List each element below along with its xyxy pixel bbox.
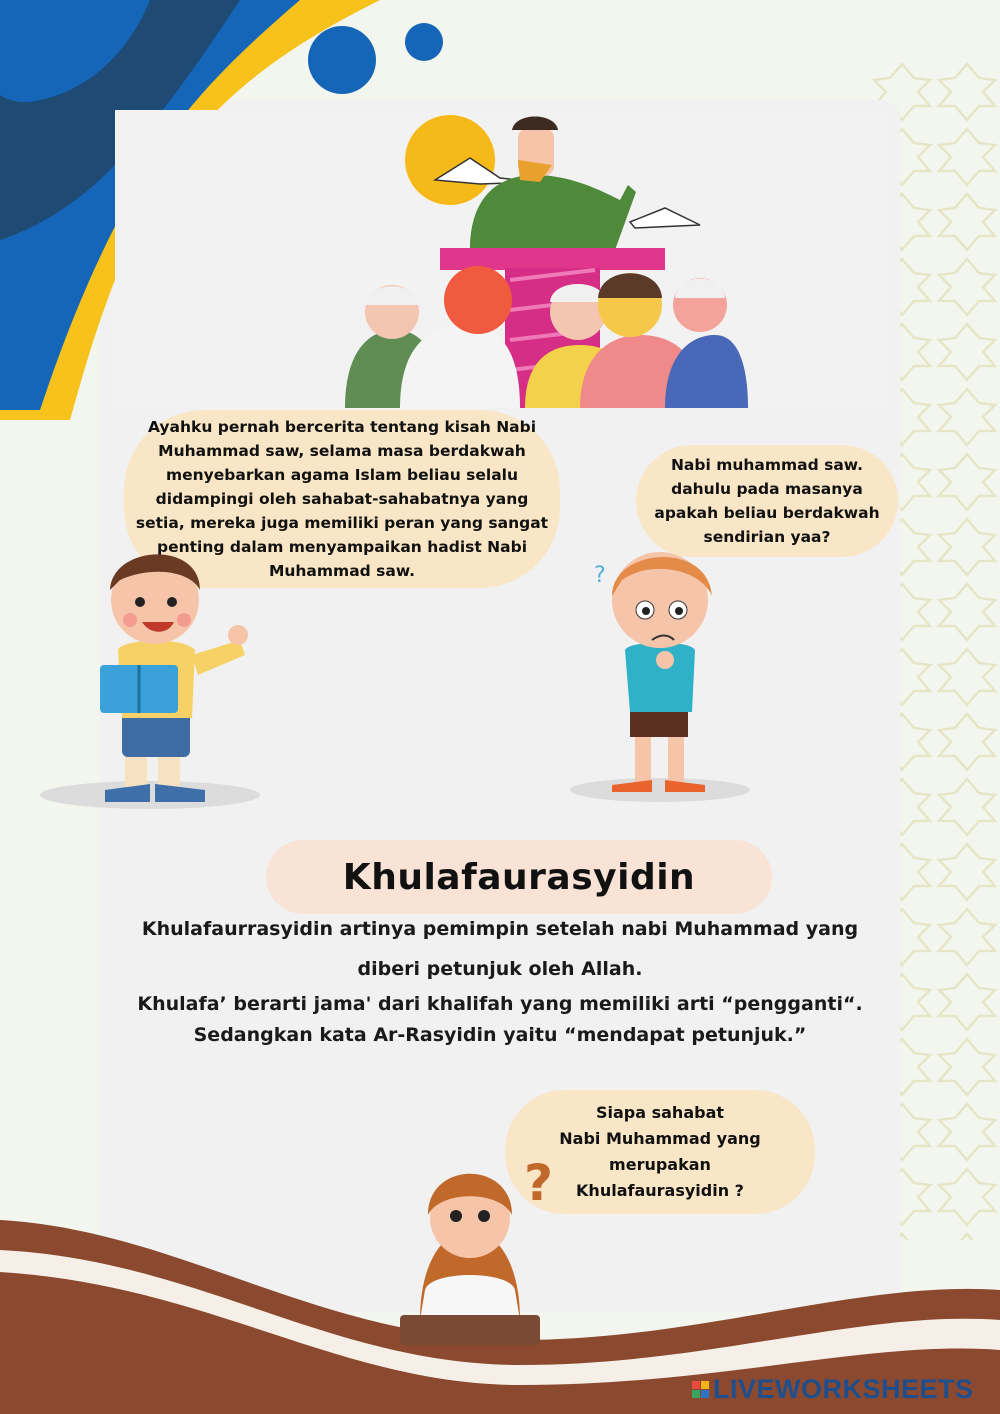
definition-line-3: Khulafa’ berarti jama' dari khalifah yang memiliki arti “pengganti“.: [137, 993, 863, 1015]
brand-logo-icon: [692, 1381, 709, 1398]
definition-line-1: Khulafaurrasyidin artinya pemimpin setelah nabi Muhammad yang: [141, 918, 859, 940]
speech-bubble-text: Nabi muhammad saw. dahulu pada masanya apakah beliau berdakwah sendirian yaa?: [654, 456, 880, 546]
svg-text:?: ?: [594, 563, 606, 588]
definition-line-2: diberi petunjuk oleh Allah.: [357, 958, 643, 980]
page-title: Khulafaurasyidin: [342, 856, 696, 898]
speech-bubble-text: Ayahku pernah bercerita tentang kisah Nabi Muhammad saw, selama masa berdakwah menyebarkan agama Islam beliau selalu didampingi oleh sahabat-sahabatnya yang setia, mereka juga memiliki peran yang sangat penting dalam menyampaikan hadist Nabi Muhammad saw.: [135, 418, 549, 580]
definition-line-4: Sedangkan kata Ar-Rasyidin yaitu “mendapat petunjuk.”: [193, 1024, 807, 1046]
liveworksheets-logo: [692, 1374, 974, 1404]
speech-bubble-text: Siapa sahabat Nabi Muhammad yang merupakan Khulafaurasyidin ?: [559, 1103, 761, 1200]
brand-name: LIVEWORKSHEETS: [713, 1373, 974, 1404]
question-mark-icon: ?: [524, 1154, 554, 1212]
